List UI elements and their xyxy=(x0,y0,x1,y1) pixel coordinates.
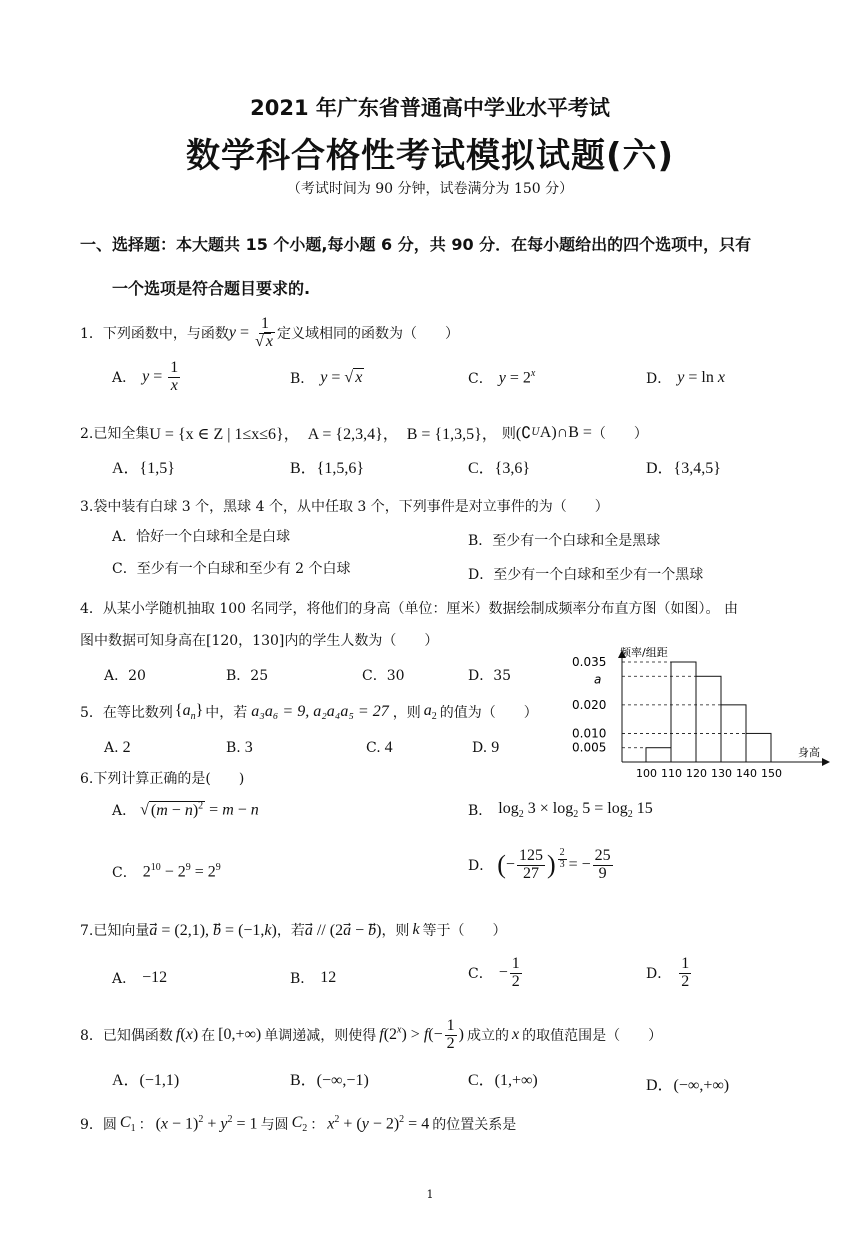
y-tick-label: 0.020 xyxy=(572,697,607,712)
q2-option-a: A．{1,5} xyxy=(112,460,175,477)
x-tick-label: 140 xyxy=(736,767,757,780)
q5-option-d: D. 9 xyxy=(472,739,500,756)
q7-option-d: D． $\frac{1}{2}$ xyxy=(646,955,690,990)
q7-option-a: A． −12 xyxy=(112,969,168,987)
q8-option-b: B．(−∞,−1) xyxy=(290,1072,369,1089)
q6-option-b: B． $\log_2 3 \times \log_2 5 = \log_2 15$ xyxy=(468,800,653,821)
question-7: 7.已知向量 a⃗ = (2,1), b⃗ = (−1,k) ，若 a⃗ // (2a⃗ − b⃗) ，则 k 等于（ ） xyxy=(80,921,507,939)
question-3: 3.袋中装有白球 3 个，黑球 4 个，从中任取 3 个，下列事件是对立事件的为（ ） xyxy=(80,499,609,515)
section1-line1: 一、选择题：本大题共 15 个小题,每小题 6 分，共 90 分．在每小题给出的四个选项中，只有 xyxy=(80,235,752,254)
y-axis-label: 频率/组距 xyxy=(620,646,668,659)
x-tick-label: 100 xyxy=(636,767,657,780)
question-4-line1: 4．从某小学随机抽取 100 名同学，将他们的身高（单位：厘米）数据绘制成频率分布直方图（如图）。 由 xyxy=(80,601,738,617)
q1-text-post: 定义域相同的函数为（ ） xyxy=(276,326,459,343)
q1-option-c: C． $y = 2^x$ xyxy=(468,368,536,387)
question-1 xyxy=(80,316,459,351)
question-6: 6.下列计算正确的是( ) xyxy=(80,771,245,787)
exam-title-line2: 数学科合格性考试模拟试题(六) xyxy=(185,136,675,176)
y-tick-label: 0.005 xyxy=(572,740,607,755)
q7-option-c: C． − $\frac{1}{2}$ xyxy=(468,955,520,990)
q6-option-d: D． ( − $\frac{125}{27}$ ) $^{\frac{2}{3}}$ = − $\frac{25}{9}$ xyxy=(468,847,611,882)
x-tick-label: 110 xyxy=(661,767,682,780)
histogram-bar-110-120 xyxy=(671,662,696,762)
histogram-bar-120-130 xyxy=(696,676,721,762)
q2-option-b: B．{1,5,6} xyxy=(290,460,365,477)
q6-option-c: C． $2^{10} - 2^9 = 2^9$ xyxy=(112,862,221,881)
x-tick-label: 130 xyxy=(711,767,732,780)
q1-option-b: B． y = √ x xyxy=(290,369,363,387)
question-2: 2.已知全集 U = {x ∈ Z | 1≤x≤6}， A = {2,3,4}， B = {1,3,5}， 则 (∁ U A)∩B = （ ） xyxy=(80,423,648,443)
histogram-bar-100-110 xyxy=(646,748,671,762)
question-5: 5．在等比数列 $\{a_n\}$ 中，若 a₃a₆ = 9, a₂a₄a₅ = 27 ，则 $a_2$ 的值为（ ） xyxy=(80,702,538,723)
q4-option-c: C．30 xyxy=(362,668,405,684)
y-tick-label: 0.010 xyxy=(572,726,607,741)
q3-option-c: C．至少有一个白球和至少有 2 个白球 xyxy=(112,561,351,577)
y-tick-label: a xyxy=(594,672,602,687)
q1-text-pre: 1．下列函数中，与函数 xyxy=(80,326,229,343)
q7-option-b: B． 12 xyxy=(290,969,337,987)
x-axis-label: 身高 xyxy=(798,746,820,759)
page-number: 1 xyxy=(426,1188,434,1201)
q1-option-d: D． y = ln x xyxy=(646,369,725,387)
question-4-line2: 图中数据可知身高在[120，130]内的学生人数为（ ） xyxy=(80,633,439,649)
y-tick-label: 0.035 xyxy=(572,655,607,669)
q5-option-c: C. 4 xyxy=(366,739,393,756)
question-9: 9．圆 $C_1$ ： $(x - 1)^2 + y^2 = 1$ 与圆 $C_2$ ： $x^2 + (y - 2)^2 = 4$ 的位置关系是 xyxy=(80,1114,517,1135)
q8-option-a: A．(−1,1) xyxy=(112,1072,180,1089)
q1-option-a: A． y = $\frac{1}{x}$ xyxy=(112,359,179,394)
x-tick-label: 150 xyxy=(761,767,782,780)
q8-option-c: C．(1,+∞) xyxy=(468,1072,538,1089)
x-tick-label: 120 xyxy=(686,767,707,780)
q3-option-b: B．至少有一个白球和全是黑球 xyxy=(468,533,661,549)
question-8: 8．已知偶函数 f(x) 在 [0,+∞) 单调递减，则使得 $f(2^x) > f(-$ $\frac{1}{2}$ ) 成立的 x 的取值范围是（ ） xyxy=(80,1017,663,1052)
q5-option-a: A. 2 xyxy=(104,739,131,756)
q1-function: y = $\frac{1}{√ x}$ xyxy=(228,315,273,350)
q4-option-d: D．35 xyxy=(468,668,512,684)
q2-option-d: D．{3,4,5} xyxy=(646,460,721,477)
section1-line2: 一个选项是符合题目要求的. xyxy=(112,279,311,298)
histogram-bar-140-150 xyxy=(746,733,771,762)
q8-option-d: D．(−∞,+∞) xyxy=(646,1077,730,1094)
q3-option-d: D．至少有一个白球和至少有一个黑球 xyxy=(468,567,704,583)
exam-title-line1: 2021 年广东省普通高中学业水平考试 xyxy=(250,96,610,120)
exam-subtitle: （考试时间为 90 分钟，试卷满分为 150 分） xyxy=(286,181,574,197)
x-axis-arrow xyxy=(822,758,830,766)
q4-option-b: B．25 xyxy=(226,668,269,684)
q6-option-a: A． √ $(m - n)^2 = m - n$ xyxy=(112,800,259,819)
q4-option-a: A．20 xyxy=(104,668,146,684)
q5-option-b: B. 3 xyxy=(226,739,253,756)
q3-option-a: A．恰好一个白球和全是白球 xyxy=(112,529,291,545)
q2-option-c: C．{3,6} xyxy=(468,460,531,477)
frequency-histogram xyxy=(560,640,836,784)
